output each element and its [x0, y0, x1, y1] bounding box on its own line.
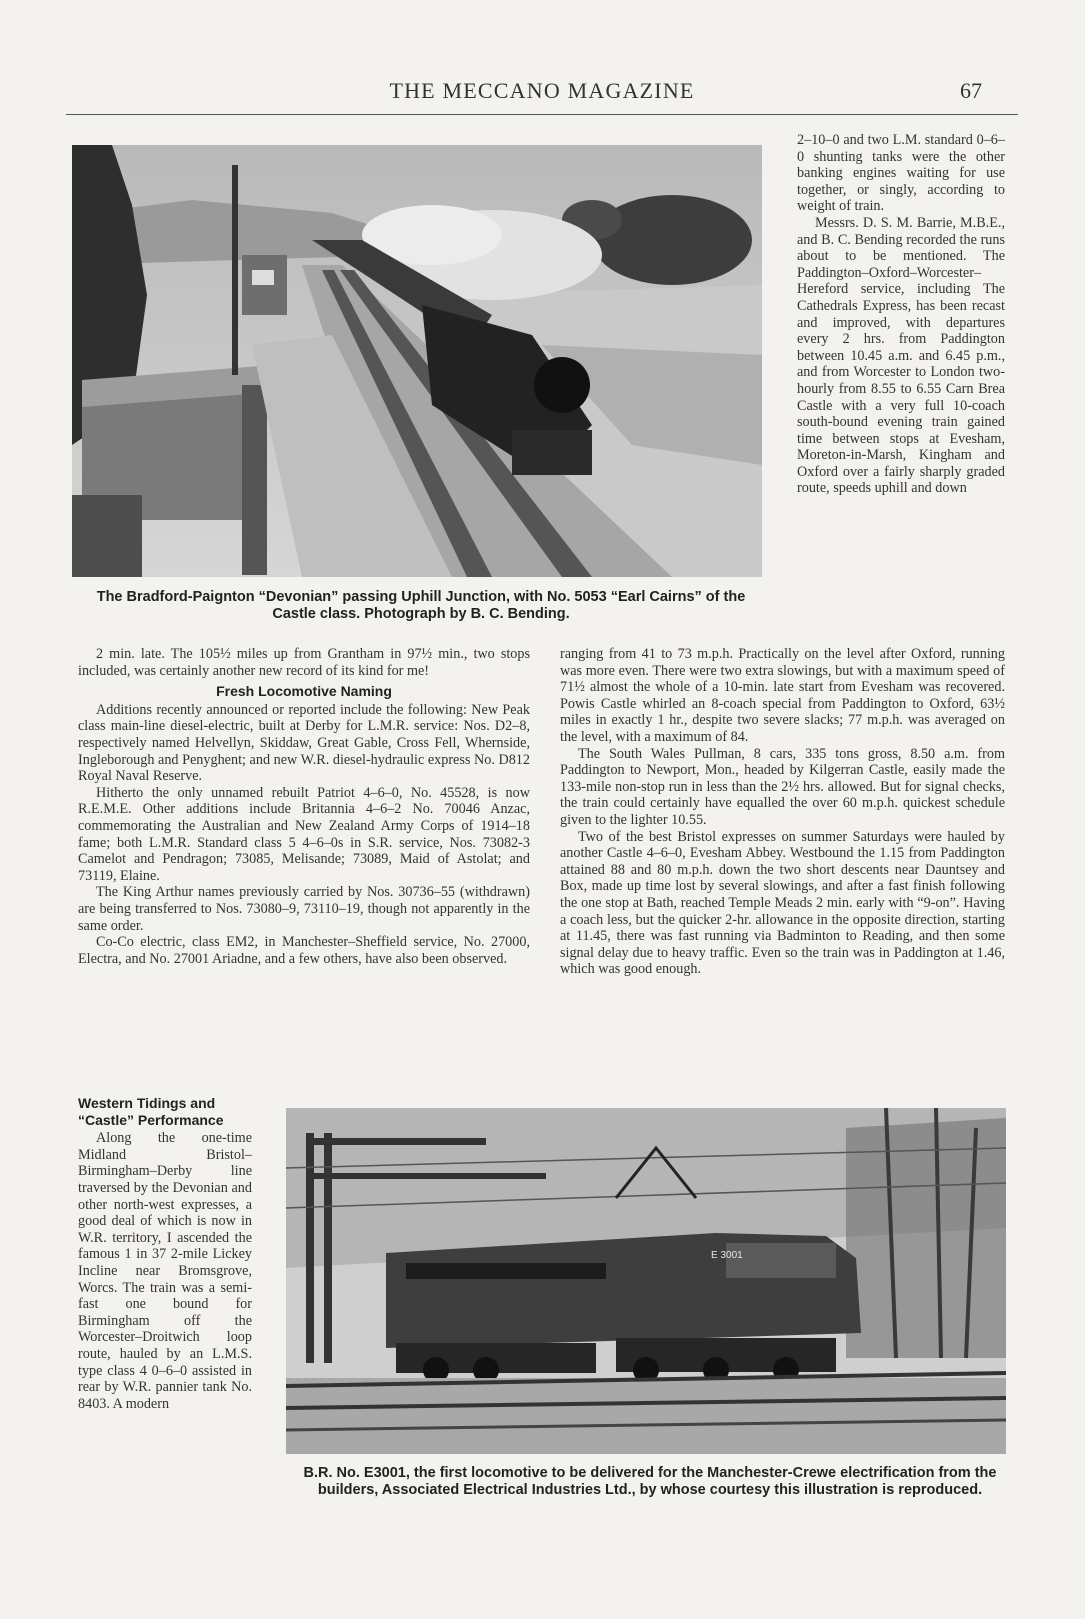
paragraph: 2–10–0 and two L.M. standard 0–6–0 shunting tanks were the other banking engines waiting for use together, or singly, according to weight of train.	[797, 132, 1005, 215]
photo-devonian-train	[72, 145, 762, 577]
left-column	[78, 646, 530, 967]
electric-loco-illustration	[286, 1108, 1006, 1454]
section-heading: Fresh Locomotive Naming	[216, 683, 392, 700]
paragraph: Messrs. D. S. M. Barrie, M.B.E., and B. C. Bending recorded the runs about to be mentioned. The Paddington–Oxford–Worcester–Hereford service, including The Cathedrals Express, has been recast and improved, with departures every 2 hrs. from Paddington between 10.45 a.m. and 6.45 p.m., and from Worcester to London two-hourly from 8.55 to 6.55 Carn Brea Castle with a very full 10-coach south-bound evening train gained time between stops at Evesham, Moreton-in-Marsh, Kingham and Oxford over a fairly sharply graded route, speeds uphill and down	[797, 214, 1005, 497]
page-number: 67	[960, 78, 982, 103]
paragraph: ranging from 41 to 73 m.p.h. Practically on the level after Oxford, running was more even. There were two extra slowings, but with a maximum speed of 71½ almost the whole of a 10-min. late start from Evesham was recovered. Powis Castle whirled an 8-coach special from Paddington to Oxford, 63½ miles in exactly 1 hr., despite two severe slacks; 77 m.p.h. was averaged on the level, with a maximum of 84.	[560, 646, 1005, 745]
photo1-caption: The Bradford-Paignton “Devonian” passing Uphill Junction, with No. 5053 “Earl Cairns” of the Castle class. Photograph by B. C. Bending.	[96, 589, 746, 622]
bottom-left-column	[78, 1095, 252, 1412]
paragraph: The King Arthur names previously carried by Nos. 30736–55 (withdrawn) are being transferred to Nos. 73080–9, 73110–19, though not apparently in the same order.	[78, 884, 530, 934]
paragraph: The South Wales Pullman, 8 cars, 335 tons gross, 8.50 a.m. from Paddington to Newport, Mon., headed by Kilgerran Castle, easily made the 133-mile non-stop run in less than the 2½ hrs. allowed. But for signal checks, the train could certainly have equalled the over 60 m.p.h. quickest schedule given to the lighter 10.55.	[560, 745, 1005, 828]
steam-train-illustration	[72, 145, 762, 577]
paragraph: Additions recently announced or reported include the following: New Peak class main-line diesel-electric, built at Derby for L.M.R. service: Nos. D2–8, respectively named Helvellyn, Skiddaw, Great Gable, Cross Fell, Whernside, Ingleborough and Penyghent; and new W.R. diesel-hydraulic express No. D812 Royal Naval Reserve.	[78, 701, 530, 785]
section-heading: Western Tidings and “Castle” Performance	[78, 1095, 224, 1128]
paragraph: Co-Co electric, class EM2, in Manchester–Sheffield service, No. 27000, Electra, and No. 27001 Ariadne, and a few others, have also been observed.	[78, 934, 530, 967]
paragraph: Two of the best Bristol expresses on summer Saturdays were hauled by another Castle 4–6–0, Evesham Abbey. Westbound the 1.15 from Paddington attained 88 and 80 m.p.h. down the two short descents near Dauntsey and Box, made up time lost by several slowings, and after a fast finish following the one stop at Bath, reached Temple Meads 2 min. early with “9-on”. Having a coach less, but the quicker 2-hr. allowance in the opposite direction, starting at 11.45, there was fast running via Badminton to Reading, and then some signal delay due to heavy traffic. Even so the train was in Paddington at 1.46, which was good enough.	[560, 828, 1005, 978]
right-column	[560, 646, 1005, 978]
paragraph: Along the one-time Midland Bristol–Birmingham–Derby line traversed by the Devonian and other north-west expresses, a good deal of which is now in W.R. territory, I ascended the famous 1 in 37 2-mile Lickey Incline near Bromsgrove, Worcs. The train was a semi-fast one bound for Birmingham off the Worcester–Droitwich loop route, hauled by an L.M.S. type class 4 0–6–0 assisted in rear by W.R. pannier tank No. 8403. A modern	[78, 1130, 252, 1412]
right-column-top	[797, 132, 1005, 497]
photo2-caption: B.R. No. E3001, the first locomotive to be delivered for the Manchester-Crewe electrification from the builders, Associated Electrical Industries Ltd., by whose courtesy this illustration is reproduced.	[303, 1465, 997, 1498]
paragraph: 2 min. late. The 105½ miles up from Grantham in 97½ min., two stops included, was certainly another new record of its kind for me!	[78, 646, 530, 679]
photo-electric-locomotive	[286, 1108, 1006, 1454]
paragraph: Hitherto the only unnamed rebuilt Patriot 4–6–0, No. 45528, is now R.E.M.E. Other additions include Britannia 4–6–2 No. 70046 Anzac, commemorating the Australian and New Zealand Army Corps of 1914–18 fame; both L.M.R. Standard class 5 4–6–0s in S.R. service, Nos. 73082-3 Camelot and Pendragon; 73085, Melisande; 73089, Maid of Astolat; and 73119, Elaine.	[78, 784, 530, 884]
running-head	[66, 74, 1018, 115]
locomotive-number-plate: E 3001	[711, 1250, 743, 1261]
magazine-title: THE MECCANO MAGAZINE	[389, 78, 695, 103]
